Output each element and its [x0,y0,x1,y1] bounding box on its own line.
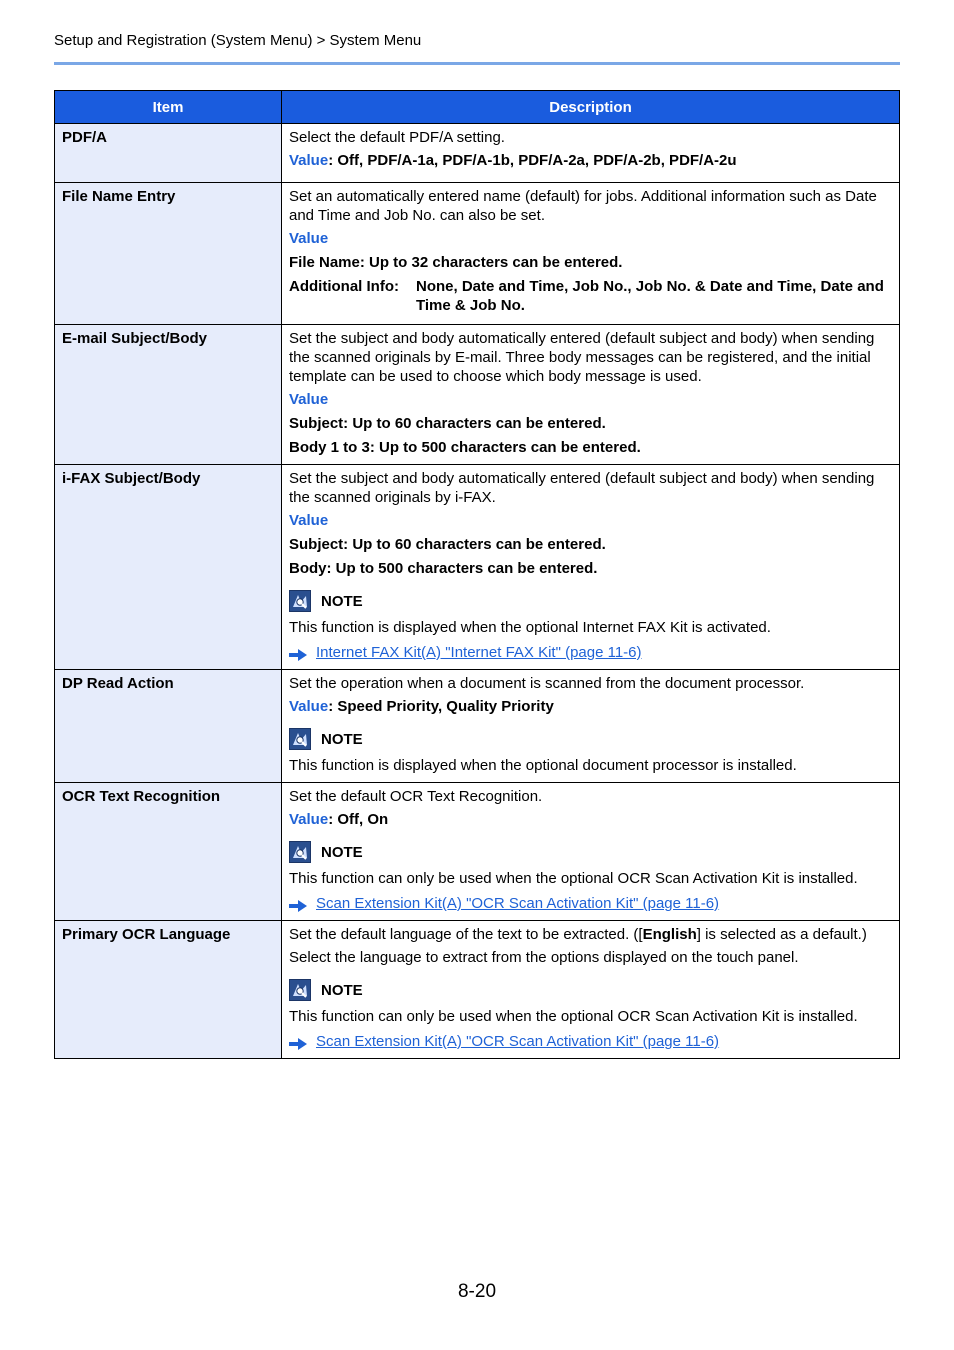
value-line [289,697,892,716]
value-options: : Off, PDF/A-1a, PDF/A-1b, PDF/A-2a, PDF/A-2b, PDF/A-2u [328,152,737,169]
value-line [289,151,892,170]
table-header-row [55,91,900,124]
value-label: Value [289,512,329,529]
item-name: File Name Entry [55,183,282,325]
column-header-item: Item [55,91,282,124]
table-row [55,465,900,670]
value-line: Subject: Up to 60 characters can be entered. [289,536,606,553]
breadcrumb: Setup and Registration (System Menu) > System Menu [54,32,422,49]
note-text: This function can only be used when the optional OCR Scan Activation Kit is installed. [289,870,858,887]
internet-fax-kit-link[interactable]: Internet FAX Kit(A) "Internet FAX Kit" (page 11-6) [316,644,642,661]
additional-info-line [289,277,892,315]
item-name: Primary OCR Language [55,921,282,1059]
description-text: Set the operation when a document is scanned from the document processor. [289,675,805,692]
table-row [55,783,900,921]
description-part: Set the default language of the text to be extracted. ([ [289,926,643,943]
header-divider [54,62,900,65]
value-label: Value [289,152,329,169]
value-label: Value [289,391,329,408]
value-label: Value [289,230,329,247]
table-row [55,183,900,325]
description-text: Select the language to extract from the options displayed on the touch panel. [289,949,799,966]
reference-link-row[interactable] [289,1032,892,1051]
note-icon [289,841,311,863]
page-number: 8-20 [457,1281,497,1302]
value-label: Value [289,811,329,828]
item-description [282,783,900,921]
column-header-description: Description [282,91,900,124]
additional-info-label: Additional Info: [289,278,399,295]
description-part: ] is selected as a default.) [696,926,867,943]
additional-info-options: None, Date and Time, Job No., Job No. & Date and Time, Date and Time & Job No. [416,278,884,314]
table-row [55,124,900,183]
table-row [55,325,900,465]
value-line: Body 1 to 3: Up to 500 characters can be entered. [289,439,641,456]
note-text: This function is displayed when the optional document processor is installed. [289,757,797,774]
value-label: Value [289,698,329,715]
settings-table [54,90,900,1059]
description-text: Select the default PDF/A setting. [289,129,505,146]
note-heading [289,728,892,750]
item-name: i-FAX Subject/Body [55,465,282,670]
description-text: Set an automatically entered name (default) for jobs. Additional information such as Date and Time and Job No. can also be set. [289,188,877,224]
note-label: NOTE [321,981,363,999]
arrow-right-icon [289,1036,307,1048]
description-text: Set the default OCR Text Recognition. [289,788,543,805]
reference-link-row[interactable] [289,643,892,662]
description-text: Set the subject and body automatically entered (default subject and body) when sending the scanned originals by i-FAX. [289,470,875,506]
note-label: NOTE [321,730,363,748]
item-description [282,124,900,183]
ocr-scan-activation-kit-link[interactable]: Scan Extension Kit(A) "OCR Scan Activation Kit" (page 11-6) [316,1033,720,1050]
description-text [289,925,892,944]
note-icon [289,590,311,612]
ocr-scan-activation-kit-link[interactable]: Scan Extension Kit(A) "OCR Scan Activation Kit" (page 11-6) [316,895,720,912]
note-label: NOTE [321,592,363,610]
item-description [282,325,900,465]
value-options: : Off, On [328,811,389,828]
item-description [282,183,900,325]
reference-link-row[interactable] [289,894,892,913]
item-name: E-mail Subject/Body [55,325,282,465]
value-line: File Name: Up to 32 characters can be entered. [289,254,623,271]
note-label: NOTE [321,843,363,861]
note-heading [289,979,892,1001]
note-heading [289,590,892,612]
note-icon [289,728,311,750]
note-heading [289,841,892,863]
item-description [282,921,900,1059]
note-text: This function is displayed when the optional Internet FAX Kit is activated. [289,619,771,636]
table-row [55,670,900,783]
arrow-right-icon [289,647,307,659]
default-language: English [642,926,697,943]
item-name: DP Read Action [55,670,282,783]
item-name: OCR Text Recognition [55,783,282,921]
item-description [282,465,900,670]
note-text: This function can only be used when the optional OCR Scan Activation Kit is installed. [289,1008,858,1025]
value-line [289,810,892,829]
item-name: PDF/A [55,124,282,183]
value-line: Subject: Up to 60 characters can be entered. [289,415,606,432]
item-description [282,670,900,783]
value-options: : Speed Priority, Quality Priority [328,698,554,715]
note-icon [289,979,311,1001]
value-line: Body: Up to 500 characters can be entered. [289,560,598,577]
table-row [55,921,900,1059]
arrow-right-icon [289,898,307,910]
description-text: Set the subject and body automatically entered (default subject and body) when sending the scanned originals by E-mail. Three body messages can be registered, and the initial template can be used to choose which body message is used. [289,330,875,385]
